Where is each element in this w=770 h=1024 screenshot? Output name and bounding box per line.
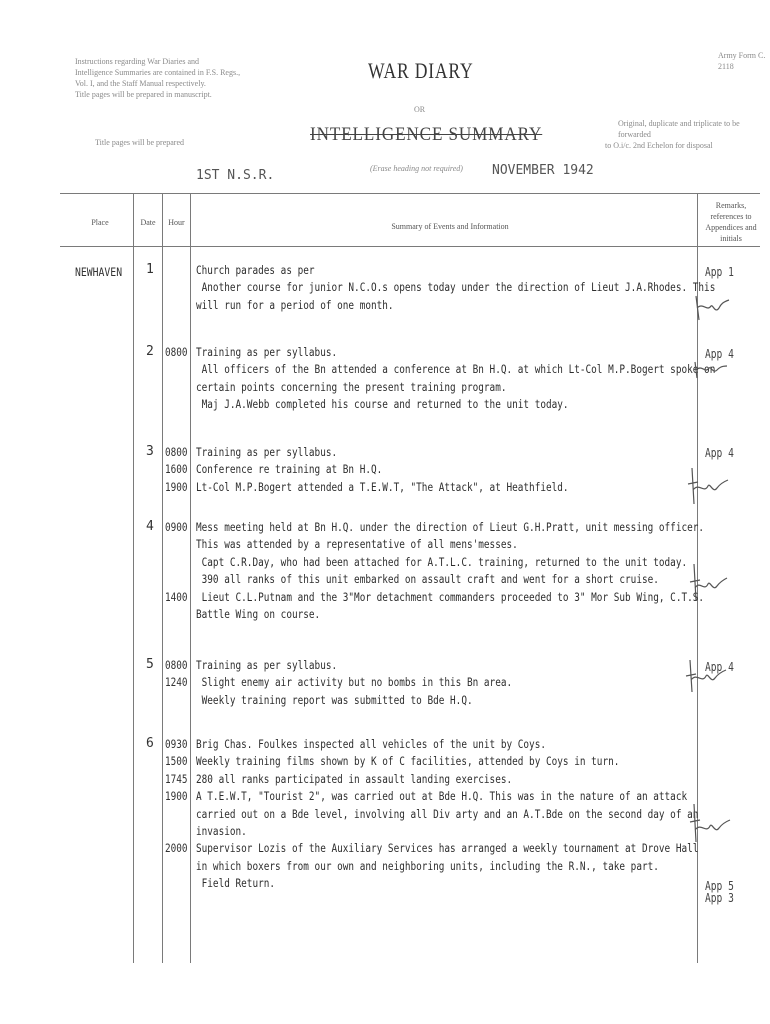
heading-note: (Erase heading not required) — [370, 164, 463, 173]
column-divider — [133, 193, 134, 963]
entry-text: Training as per syllabus. Slight enemy air activity but no bombs in this Bn area. Weekly training report was submitted to Bde H.Q. — [196, 659, 513, 707]
entry-day: 3 — [146, 444, 154, 459]
entry-remark: App 4 — [705, 660, 734, 674]
top-right-code: Army Form C. 2118 — [718, 51, 766, 71]
entry-remark: App 1 — [705, 265, 734, 279]
entry-day: 6 — [146, 736, 154, 751]
disposal-note-1: Original, duplicate and triplicate to be forwarded — [618, 119, 740, 139]
entry-remark: App 5 App 3 — [705, 879, 734, 905]
entry-hours: 0930 1500 1745 1900 2000 — [165, 738, 188, 856]
unit-name: 1ST N.S.R. — [196, 168, 275, 183]
instructions-line: Intelligence Summaries are contained in F.S. Regs., — [75, 68, 241, 77]
column-header-remarks: Remarks, references to Appendices and initials — [705, 201, 757, 243]
entry-day: 2 — [146, 344, 154, 359]
entry-hours: 0800 — [165, 346, 188, 359]
instructions-line: Title pages will be prepared in manuscript. — [75, 90, 212, 99]
entry-day: 1 — [146, 262, 154, 277]
entry-text: Mess meeting held at Bn H.Q. under the direction of Lieut G.H.Pratt, unit messing officer. This was attended by a representative of all mens'messes. Capt C.R.Day, who had been attached for A.T.L.C. training, returned to the unit today. 390 all ranks of this unit embarked on assault craft and went for a short cruise. Lieut C.L.Putnam and the 3"Mor detachment commanders proceeded to 3" Mor Sub Wing, C.T.S. Battle Wing on course. — [196, 521, 705, 622]
column-divider — [190, 193, 191, 963]
entry-hours: 0800 1240 — [165, 659, 188, 690]
title-pages-note: Title pages will be prepared — [95, 138, 185, 147]
entry-hours: 0900 1400 — [165, 521, 188, 604]
entry-hours: 0800 1600 1900 — [165, 446, 188, 494]
entry-text: Training as per syllabus. Conference re training at Bn H.Q. Lt-Col M.P.Bogert attended a T.E.W.T, "The Attack", at Heathfield. — [196, 446, 569, 494]
disposal-note-2: to O.i/c. 2nd Echelon for disposal — [605, 141, 713, 150]
handwritten-initials — [693, 290, 733, 324]
month-year: NOVEMBER 1942 — [492, 163, 594, 178]
instructions-line: Vol. I, and the Staff Manual respectively. — [75, 79, 206, 88]
handwritten-initials — [686, 464, 730, 508]
entry-remark: App 4 — [705, 446, 734, 460]
or-label: OR — [414, 105, 426, 114]
entry-day: 5 — [146, 657, 154, 672]
handwritten-initials — [688, 560, 728, 604]
column-header-hour: Hour — [168, 218, 185, 227]
entry-text: Church parades as per Another course for junior N.C.O.s opens today under the direction of Lieut J.A.Rhodes. This will run for a period of one month. — [196, 264, 716, 312]
column-header-date: Date — [140, 218, 156, 227]
handwritten-initials — [688, 800, 732, 846]
header-bottom-border — [60, 246, 760, 247]
column-header-place: Place — [91, 218, 109, 227]
place-name: NEWHAVEN — [75, 265, 123, 279]
entry-remark: App 4 — [705, 347, 734, 361]
intelligence-summary-title: INTELLIGENCE SUMMARY — [310, 124, 543, 145]
page-title: WAR DIARY — [368, 58, 474, 83]
column-divider — [162, 193, 163, 963]
table-top-border — [60, 193, 760, 194]
entry-day: 4 — [146, 519, 154, 534]
column-header-summary: Summary of Events and Information — [391, 222, 509, 231]
instructions-line: Instructions regarding War Diaries and — [75, 57, 200, 66]
entry-text: Brig Chas. Foulkes inspected all vehicles of the unit by Coys. Weekly training films shown by K of C facilities, attended by Coys in turn. 280 all ranks participated in assault landing exercises. A T.E.W.T, "Tourist 2", was carried out at Bde H.Q. This was in the nature of an attack carried out on a Bde level, involving all Div arty and an A.T.Bde on the second day of an invasion. Supervisor Lozis of the Auxiliary Services has arranged a weekly tournament at Drove Hall in which boxers from our own and neighboring units, including the R.N., take part. Field Return. — [196, 738, 699, 891]
handwritten-initials — [693, 358, 729, 382]
entry-text: Training as per syllabus. All officers of the Bn attended a conference at Bn H.Q. at which Lt-Col M.P.Bogert spoke on certain points concerning the present training program. Maj J.A.Webb completed his course and returned to the unit today. — [196, 346, 716, 412]
handwritten-initials — [684, 656, 728, 696]
instructions-note — [75, 56, 245, 100]
